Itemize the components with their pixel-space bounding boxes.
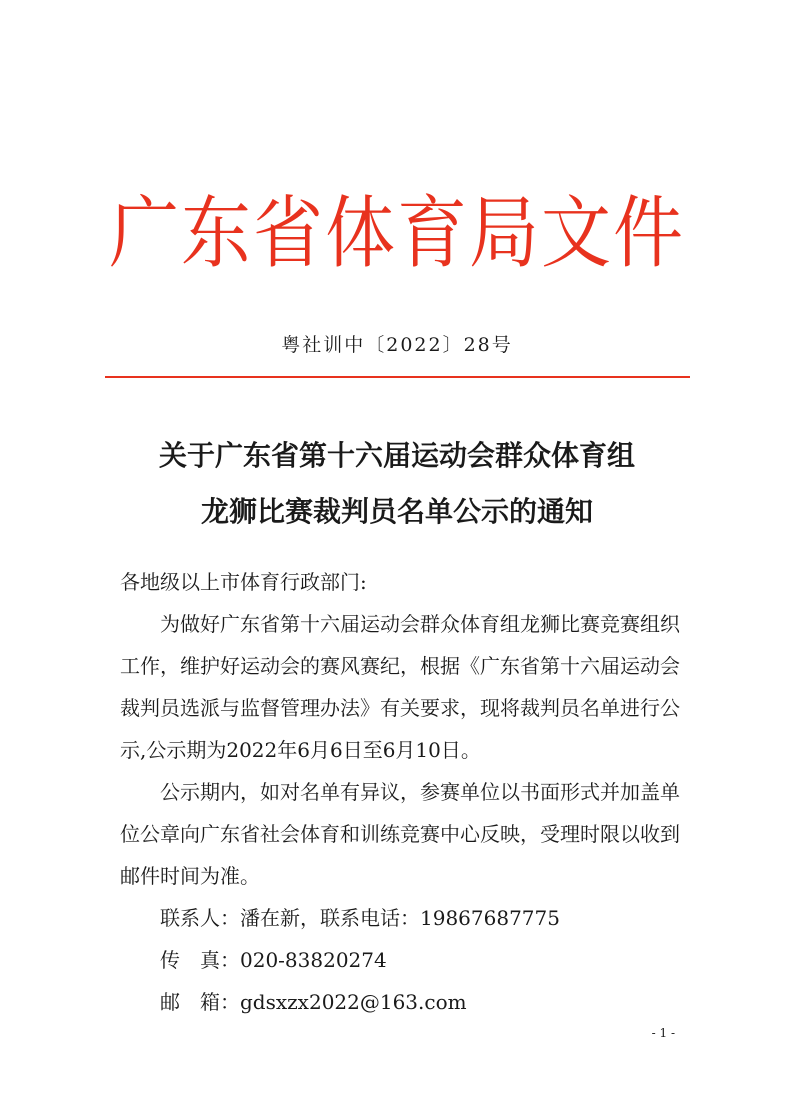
page-number: - 1 - — [651, 1026, 675, 1040]
contact-person: 联系人：潘在新，联系电话：19867687775 — [160, 906, 560, 930]
title-line-1: 关于广东省第十六届运动会群众体育组 — [158, 439, 635, 472]
fax-line: 传 真：020-83820274 — [160, 948, 387, 972]
document-title — [0, 428, 794, 540]
document-body — [120, 561, 685, 1023]
title-line-2: 龙狮比赛裁判员名单公示的通知 — [200, 495, 593, 528]
document-number: 粤社训中〔2022〕28号 — [281, 334, 513, 356]
email-line: 邮 箱：gdsxzx2022@163.com — [160, 990, 467, 1014]
document-masthead: 广东省体育局文件 — [109, 187, 685, 279]
salutation: 各地级以上市体育行政部门: — [120, 570, 367, 594]
paragraph-2: 公示期内，如对名单有异议，参赛单位以书面形式并加盖单位公章向广东省社会体育和训练竞赛中心反映，受理时限以收到邮件时间为准。 — [120, 780, 680, 888]
red-divider — [105, 376, 690, 378]
paragraph-1: 为做好广东省第十六届运动会群众体育组龙狮比赛竞赛组织工作，维护好运动会的赛风赛纪，根据《广东省第十六届运动会裁判员选派与监督管理办法》有关要求，现将裁判员名单进行公示,公示期为2022年6月6日至6月10日。 — [120, 612, 680, 762]
